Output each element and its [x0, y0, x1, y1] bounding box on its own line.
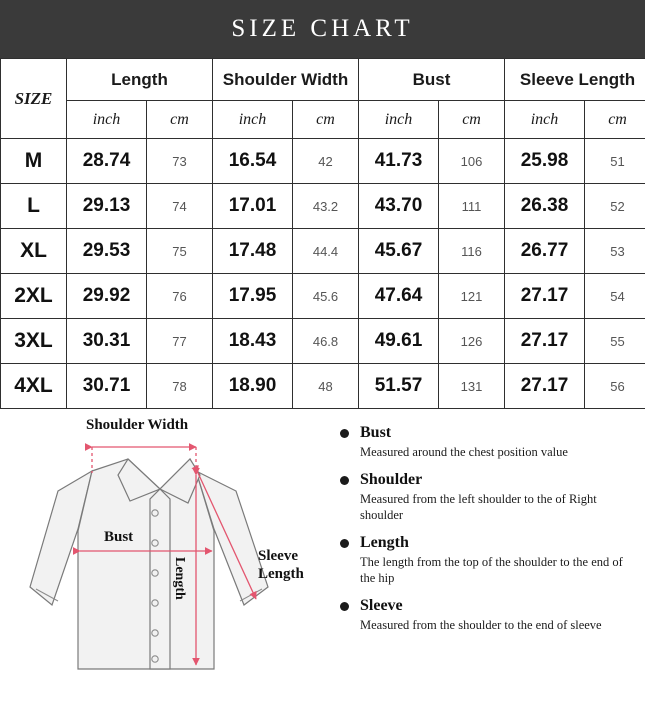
cell-bust-inch: 47.64 — [359, 274, 439, 319]
table-row — [1, 319, 645, 364]
header-unit-sleeve-inch: inch — [505, 101, 585, 139]
shirt-diagram — [0, 409, 330, 699]
label-bust: Bust — [104, 529, 134, 545]
label-sleeve-length — [258, 547, 304, 583]
cell-shoulder-inch: 17.95 — [213, 274, 293, 319]
row-size: XL — [1, 229, 67, 274]
cell-bust-cm: 121 — [439, 274, 505, 319]
cell-length-cm: 75 — [147, 229, 213, 274]
bullet-icon — [340, 476, 349, 485]
cell-sleeve-inch: 27.17 — [505, 319, 585, 364]
cell-shoulder-cm: 43.2 — [293, 184, 359, 229]
cell-length-cm: 73 — [147, 139, 213, 184]
header-group-bust: Bust — [359, 59, 505, 101]
legend-list — [338, 423, 638, 643]
label-shoulder-width: Shoulder Width — [86, 417, 189, 433]
legend-item-bust — [338, 423, 638, 460]
legend-item-length — [338, 533, 638, 586]
cell-sleeve-cm: 55 — [585, 319, 645, 364]
header-group-shoulder-width: Shoulder Width — [213, 59, 359, 101]
cell-length-inch: 29.92 — [67, 274, 147, 319]
row-size: M — [1, 139, 67, 184]
label-length: Length — [172, 557, 187, 600]
legend-item-shoulder — [338, 470, 638, 523]
legend-title: Sleeve — [360, 597, 403, 614]
legend-description: Measured from the shoulder to the end of sleeve — [360, 618, 602, 632]
legend-description: The length from the top of the shoulder to the end of the hip — [360, 555, 623, 585]
label-sleeve-line2: Length — [258, 566, 304, 582]
table-header-groups — [1, 59, 645, 101]
legend-title: Bust — [360, 424, 392, 441]
bullet-icon — [340, 429, 349, 438]
header-unit-bust-inch: inch — [359, 101, 439, 139]
table-row — [1, 139, 645, 184]
cell-shoulder-inch: 18.43 — [213, 319, 293, 364]
header-unit-bust-cm: cm — [439, 101, 505, 139]
cell-sleeve-cm: 56 — [585, 364, 645, 409]
cell-length-inch: 28.74 — [67, 139, 147, 184]
header-unit-length-inch: inch — [67, 101, 147, 139]
cell-sleeve-inch: 26.77 — [505, 229, 585, 274]
page-header — [0, 0, 645, 58]
cell-bust-inch: 43.70 — [359, 184, 439, 229]
header-unit-shoulder-cm: cm — [293, 101, 359, 139]
row-size: 2XL — [1, 274, 67, 319]
header-size: SIZE — [1, 59, 67, 139]
cell-bust-cm: 111 — [439, 184, 505, 229]
cell-shoulder-cm: 44.4 — [293, 229, 359, 274]
cell-bust-cm: 116 — [439, 229, 505, 274]
cell-bust-cm: 106 — [439, 139, 505, 184]
cell-bust-inch: 41.73 — [359, 139, 439, 184]
header-unit-sleeve-cm: cm — [585, 101, 645, 139]
cell-sleeve-inch: 27.17 — [505, 274, 585, 319]
cell-shoulder-inch: 17.48 — [213, 229, 293, 274]
cell-bust-inch: 45.67 — [359, 229, 439, 274]
cell-sleeve-cm: 54 — [585, 274, 645, 319]
legend-title: Length — [360, 534, 409, 551]
cell-sleeve-inch: 25.98 — [505, 139, 585, 184]
cell-sleeve-cm: 52 — [585, 184, 645, 229]
cell-length-inch: 30.31 — [67, 319, 147, 364]
cell-shoulder-cm: 45.6 — [293, 274, 359, 319]
cell-sleeve-inch: 27.17 — [505, 364, 585, 409]
legend-description: Measured from the left shoulder to the of Right shoulder — [360, 492, 597, 522]
cell-bust-cm: 131 — [439, 364, 505, 409]
row-size: L — [1, 184, 67, 229]
cell-length-cm: 76 — [147, 274, 213, 319]
legend-item-sleeve — [338, 596, 638, 633]
cell-length-inch: 29.13 — [67, 184, 147, 229]
cell-shoulder-inch: 16.54 — [213, 139, 293, 184]
table-row — [1, 184, 645, 229]
table-row — [1, 229, 645, 274]
page-title: SIZE CHART — [231, 15, 414, 42]
cell-bust-inch: 49.61 — [359, 319, 439, 364]
cell-shoulder-inch: 18.90 — [213, 364, 293, 409]
cell-length-cm: 77 — [147, 319, 213, 364]
header-unit-shoulder-inch: inch — [213, 101, 293, 139]
table-row — [1, 274, 645, 319]
cell-bust-cm: 126 — [439, 319, 505, 364]
cell-shoulder-cm: 46.8 — [293, 319, 359, 364]
bullet-icon — [340, 539, 349, 548]
legend-title: Shoulder — [360, 471, 423, 488]
cell-shoulder-cm: 42 — [293, 139, 359, 184]
table-header-units — [1, 101, 645, 139]
cell-length-inch: 29.53 — [67, 229, 147, 274]
cell-length-inch: 30.71 — [67, 364, 147, 409]
size-table — [0, 58, 645, 409]
cell-length-cm: 78 — [147, 364, 213, 409]
cell-bust-inch: 51.57 — [359, 364, 439, 409]
cell-sleeve-cm: 53 — [585, 229, 645, 274]
cell-shoulder-cm: 48 — [293, 364, 359, 409]
header-unit-length-cm: cm — [147, 101, 213, 139]
measurement-guide — [0, 409, 645, 699]
label-sleeve-line1: Sleeve — [258, 548, 298, 564]
table-row — [1, 364, 645, 409]
row-size: 3XL — [1, 319, 67, 364]
header-group-length: Length — [67, 59, 213, 101]
cell-sleeve-inch: 26.38 — [505, 184, 585, 229]
cell-length-cm: 74 — [147, 184, 213, 229]
header-group-sleeve-length: Sleeve Length — [505, 59, 645, 101]
bullet-icon — [340, 602, 349, 611]
cell-shoulder-inch: 17.01 — [213, 184, 293, 229]
row-size: 4XL — [1, 364, 67, 409]
legend-description: Measured around the chest position value — [360, 445, 568, 459]
cell-sleeve-cm: 51 — [585, 139, 645, 184]
